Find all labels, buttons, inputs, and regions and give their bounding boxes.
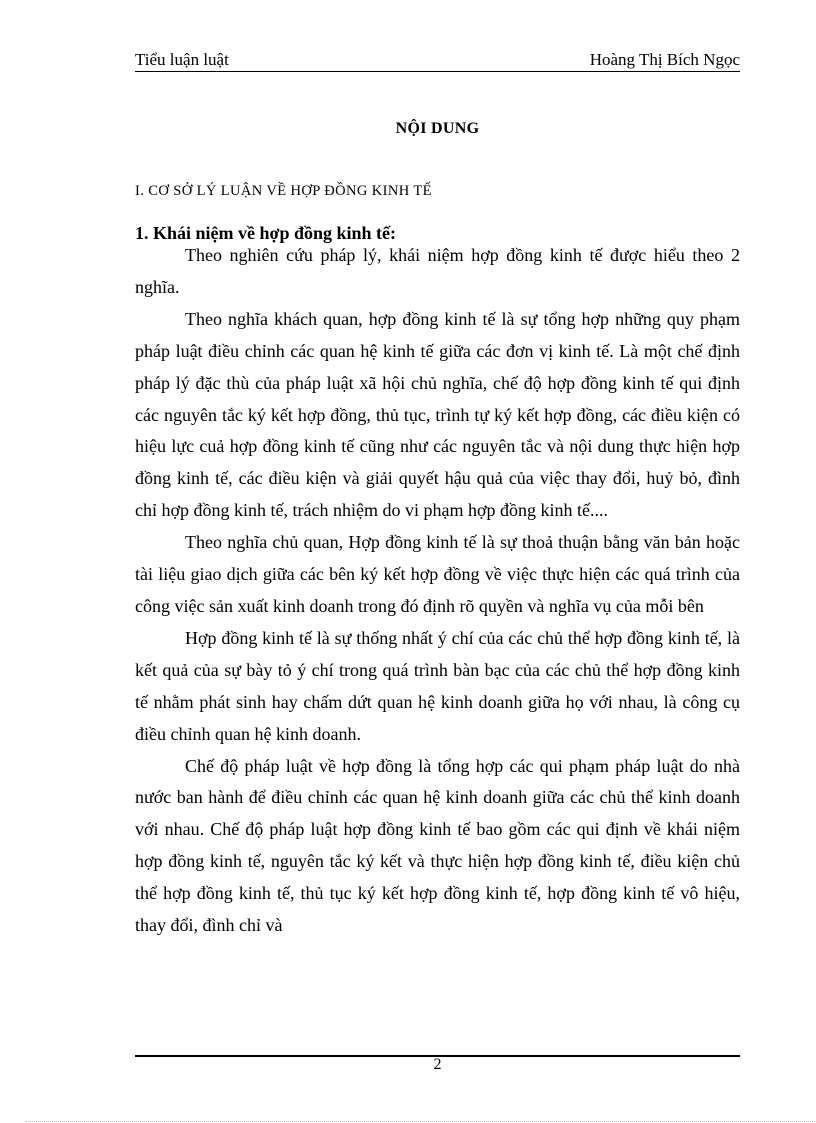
page-title: NỘI DUNG xyxy=(395,120,480,137)
page-number: 2 xyxy=(433,1056,442,1073)
header-author-name: Hoàng Thị Bích Ngọc xyxy=(589,50,740,69)
paragraph: Theo nghĩa khách quan, hợp đồng kinh tế là sự tổng hợp những quy phạm pháp luật điều chỉnh các quan hệ kinh tế giữa các đơn vị kinh tế. Là một chế định pháp lý đặc thù của pháp luật xã hội chủ nghĩa, chế độ hợp đồng kinh tế qui định các nguyên tắc ký kết hợp đồng, thủ tục, trình tự ký kết hợp đồng, các điều kiện có hiệu lực cuả hợp đồng kinh tế cũng như các nguyên tắc và nội dung thực hiện hợp đồng kinh tế, các điều kiện và giải quyết hậu quả của việc thay đổi, huỷ bỏ, đình chỉ hợp đồng kinh tế, trách nhiệm do vi phạm hợp đồng kinh tế.... xyxy=(135,308,740,521)
section-heading: I. CƠ SỞ LÝ LUẬN VỀ HỢP ĐỒNG KINH TẾ xyxy=(135,183,432,199)
paragraph: Theo nghiên cứu pháp lý, khái niệm hợp đồng kinh tế được hiểu theo 2 nghĩa. xyxy=(135,245,740,297)
page-bottom-edge xyxy=(25,1121,815,1122)
subsection-heading: 1. Khái niệm về hợp đồng kinh tế: xyxy=(135,223,397,243)
page-header xyxy=(135,50,740,72)
paragraph: Theo nghĩa chủ quan, Hợp đồng kinh tế là sự thoả thuận bằng văn bản hoặc tài liệu giao dịch giữa các bên ký kết hợp đồng về việc thực hiện các quá trình của công việc sản xuất kinh doanh trong đó định rõ quyền và nghĩa vụ của mỗi bên xyxy=(135,532,740,616)
paragraph: Hợp đồng kinh tế là sự thống nhất ý chí của các chủ thể hợp đồng kinh tế, là kết quả của sự bày tỏ ý chí trong quá trình bàn bạc của các chủ thể hợp đồng kinh tế nhằm phát sinh hay chấm dứt quan hệ kinh doanh giữa họ với nhau, là công cụ điều chỉnh quan hệ kinh doanh. xyxy=(135,627,740,744)
header-divider xyxy=(135,71,740,72)
header-course-title: Tiểu luận luật xyxy=(135,50,229,69)
body-text xyxy=(135,240,740,942)
paragraph: Chế độ pháp luật về hợp đồng là tổng hợp các qui phạm pháp luật do nhà nước ban hành để điều chỉnh các quan hệ kinh doanh giữa các chủ thể kinh doanh với nhau. Chế độ pháp luật hợp đồng kinh tế bao gồm các qui định về khái niệm hợp đồng kinh tế, nguyên tắc ký kết và thực hiện hợp đồng kinh tế, điều kiện chủ thể hợp đồng kinh tế, thủ tục ký kết hợp đồng kinh tế, hợp đồng kinh tế vô hiệu, thay đổi, đình chỉ và xyxy=(135,755,740,936)
